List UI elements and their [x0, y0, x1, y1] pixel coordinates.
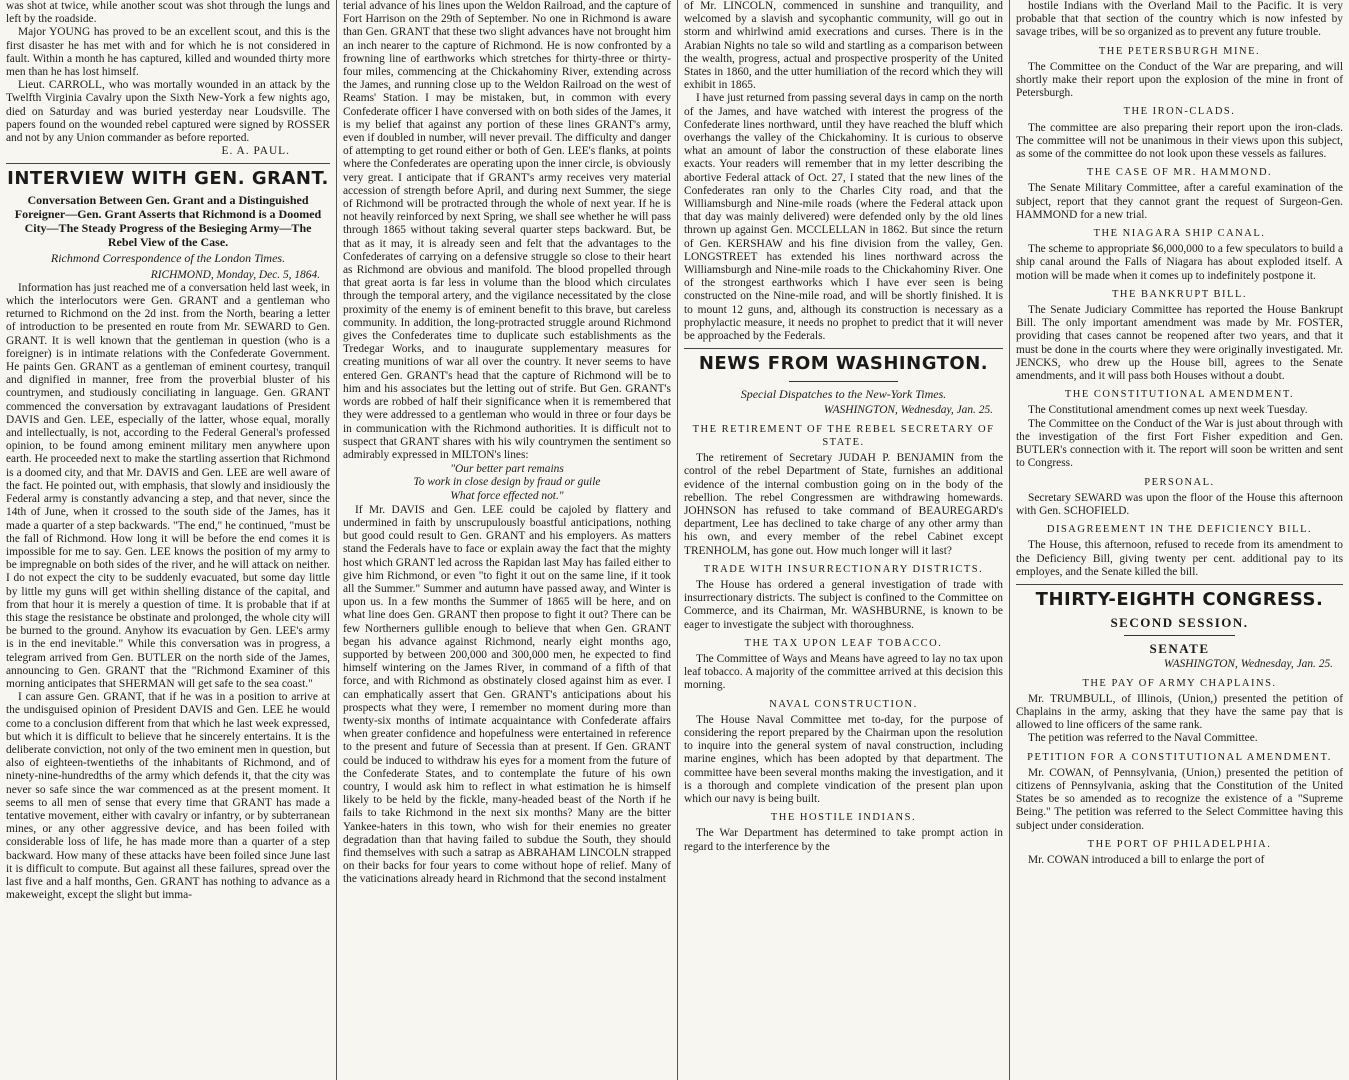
section-head: THE CONSTITUTIONAL AMENDMENT.	[1064, 389, 1295, 401]
paragraph: hostile Indians with the Overland Mail to the Pacific. It is very probable that that section of the country which is now infested by savage tribes, will be so organized as to prevent any future trouble.	[1016, 0, 1343, 39]
section-head: TRADE WITH INSURRECTIONARY DISTRICTS.	[703, 563, 984, 575]
paragraph: Lieut. CARROLL, who was mortally wounded in an attack by the Twelfth Virginia Cavalry upon the Sixth New-York a few nights ago, died on Saturday and was buried yesterday near Loudsville. The papers found on the wounded rebel captured were signed by ROSSER and not by any Union commander as before reported.	[6, 79, 330, 145]
section-head: NAVAL CONSTRUCTION.	[769, 698, 918, 710]
paragraph: The Constitutional amendment comes up next week Tuesday.	[1028, 404, 1308, 417]
column-4	[1010, 0, 1349, 1080]
signature: E. A. PAUL.	[221, 145, 290, 158]
paragraph: was shot at twice, while another scout was shot through the lungs and left by the roadside.	[6, 0, 330, 26]
correspondence-line: Richmond Correspondence of the London Times.	[50, 251, 286, 266]
section-head: THE PETERSBURGH MINE.	[1098, 45, 1261, 57]
paragraph: The retirement of Secretary JUDAH P. BENJAMIN from the control of the rebel Department of State, furnishes an additional evidence of the internal combustion going on in the body of the rebellion. The rebel Congressmen are withdrawing homewards. JOHNSON has refused to take command of BEAUREGARD's department, Lee has declined to take charge of any other army than his own, and every member of the rebel Cabinet except TRENHOLM, has gone out. How much longer will it last?	[684, 452, 1003, 557]
column-3	[678, 0, 1009, 1080]
dateline: RICHMOND, Monday, Dec. 5, 1864.	[150, 268, 320, 281]
paragraph: The Senate Military Committee, after a careful examination of the subject, report that they cannot grant the request of Surgeon-Gen. HAMMOND for a new trial.	[1016, 182, 1343, 221]
paragraph: of Mr. LINCOLN, commenced in sunshine and tranquility, and welcomed by a slavish and sycophantic community, will go out in storm and whirlwind amid execrations and curses. There is in the Arabian Nights no tale so wild and startling as a comparison between the wealth, progress, actual and prospective prosperity of the United States in 1860, and the utter humiliation of the record which they will exhibit in 1865.	[684, 0, 1003, 92]
senate-head: SENATE	[1149, 641, 1210, 657]
paragraph: The Committee on the Conduct of the War are preparing, and will shortly make their report upon the explosion of the mine in front of Petersburgh.	[1016, 60, 1343, 100]
divider	[1016, 584, 1343, 585]
divider	[1124, 635, 1235, 636]
deck: Conversation Between Gen. Grant and a Distinguished Foreigner—Gen. Grant Asserts that Richmond is a Doomed City—The Steady Progress of the Besieging Army—The Rebel View of the Case.	[14, 193, 322, 250]
session-head: SECOND SESSION.	[1110, 614, 1249, 630]
section-head: PETITION FOR A CONSTITUTIONAL AMENDMENT.	[1027, 751, 1332, 763]
paragraph: The Committee on the Conduct of the War is just about through with the investigation of the first Fort Fisher expedition and Gen. BUTLER's connection with it. The report will soon be written and sent to Congress.	[1016, 417, 1343, 470]
section-head: THE CASE OF MR. HAMMOND.	[1086, 167, 1273, 179]
paragraph: The scheme to appropriate $6,000,000 to a few speculators to build a ship canal around the Falls of Niagara has about exploded itself. A motion will be made when it comes up to indefinitely postpone it.	[1016, 243, 1343, 282]
section-head: THE RETIREMENT OF THE REBEL SECRETARY OF STATE.	[692, 423, 995, 448]
paragraph: The House has ordered a general investigation of trade with insurrectionary districts. The subject is confined to the Committee on Commerce, and its Chairman, Mr. WASHBURNE, is known to be eager to investigate the subject with thoroughness.	[684, 578, 1003, 631]
section-head: DISAGREEMENT IN THE DEFICIENCY BILL.	[1046, 524, 1313, 536]
paragraph: The House Naval Committee met to-day, for the purpose of considering the report prepared by the Chairman upon the resolution to inquire into the general system of naval construction, including marine engines, which has been adopted by that department. The committee have been several months making the investigation, and it is a thorough and complete vindication of the present plan upon which our navy is being built.	[684, 713, 1003, 805]
section-head: THE BANKRUPT BILL.	[1111, 288, 1247, 300]
section-head: THE IRON-CLADS.	[1123, 106, 1236, 118]
divider	[789, 381, 897, 382]
verse-quote	[343, 463, 671, 503]
paragraph: The Senate Judiciary Committee has reported the House Bankrupt Bill. The only important amendment was made by Mr. FOSTER, providing that cases cannot be reopened after two years, and that it must be done in the courts where they were originally investigated. Mr. JENCKS, who drew up the House bill, agrees to the Senate amendments, and it will pass both Houses without a doubt.	[1016, 304, 1343, 383]
special-dispatches-line: Special Dispatches to the New-York Times.	[740, 387, 947, 402]
paragraph: terial advance of his lines upon the Weldon Railroad, and the capture of Fort Harrison on the 29th of September. No one in Richmond is aware than Gen. GRANT that these two slight advances have not brought him an inch nearer to the capture of Richmond. He is now confronted by a frowning line of earthworks which stretches for thirty-three or thirty-four miles, commencing at the Chickahominy River, extending across the James, and running close up to the Weldon Railroad on the west of Reams' Station. I may be mistaken, but, in common with every Confederate officer I have conversed with on both sides of the James, it is my belief that against any portion of these lines GRANT's army, even if doubled in number, will never prevail. The difficulty and danger of attempting to get round either or both of Gen. LEE's flanks, at points where the Confederates are operating upon the inner circle, is obviously very great. I anticipate that if GRANT's army receives very material accession of strength before April, and during next Summer, the siege of Richmond will be protracted through the whole of next year. If he is not heavily reinforced by next Spring, we shall see whether he will pass through 1865 without taking several quarter steps backward. But, be that as it may, it is already seen and felt that the advantages to the Confederates of carrying on a defensive struggle so close to their heart as Richmond are obvious and manifold. The blood propelled through that great aorta is far less in volume than the blood which circulates through the temporal artery, and the vigilance necessitated by the close proximity of the enemy is of eminent benefit to this brave, but careless community. In addition, the long-protracted struggle around Richmond gives the Confederates time to duplicate such establishments as the Tredegar Works, and to inaugurate supplementary measures for creating munitions of war all over the country. It never seems to have entered Gen. GRANT's head that the capture of Richmond will be to him and his associates but the letting out of strife. But Gen. GRANT's words are robbed of half their significance when it is remembered that they were addressed to a gentleman who would in three or four days be in communication with the Richmond authorities. It is difficult not to suspect that GRANT shares with his wily countrymen the sentiment so admirably expressed in MILTON's lines:	[343, 0, 671, 461]
paragraph: Mr. TRUMBULL, of Illinois, (Union,) presented the petition of Chaplains in the army, asking that they have the same pay that is allowed to line officers of the same rank.	[1016, 692, 1343, 732]
paragraph: The War Department has determined to take prompt action in regard to the interference by the	[684, 827, 1003, 853]
paragraph: Secretary SEWARD was upon the floor of the House this afternoon with Gen. SCHOFIELD.	[1016, 491, 1343, 517]
column-2	[337, 0, 677, 1080]
paragraph: Mr. COWAN introduced a bill to enlarge the port of	[1028, 853, 1265, 866]
verse-line: "Our better part remains	[450, 463, 564, 476]
paragraph: The House, this afternoon, refused to recede from its amendment to the Deficiency Bill, giving twenty per cent. additional pay to its employes, and the Senate killed the bill.	[1016, 539, 1343, 578]
headline-washington: NEWS FROM WASHINGTON.	[698, 353, 989, 375]
paragraph: Information has just reached me of a conversation held last week, in which the interlocutors were Gen. GRANT and a gentleman who returned to Richmond on the 2d inst. from the North, bearing a letter of introduction to be presented en route from Mr. SEWARD to Gen. GRANT. It is well known that the gentleman in question (who is a foreigner) is in intimate relations with the Confederate Government. He paints Gen. GRANT as a gentleman of eminent courtesy, tranquil and dignified in manner, free from the proverbial bluster of his countrymen, and studiously conciliating in language. Gen. GRANT commenced the conversation by extravagant laudations of President DAVIS and Gen. LEE, especially of the latter, whose equal, morally and intellectually, is not, according to the Federal General's professed opinion, to be found among eminent military men anywhere upon earth. He proceeded next to make the startling assertion that Richmond is a doomed city, and that Mr. DAVIS and Gen. LEE are well aware of the fact. He pointed out, with emphasis, that slowly and insidiously the Federal army is constantly advancing a step, and that never, since the 14th of June, when it crossed to the south side of the James, has it made a quarter of a step backwards. "The end," he continued, "must be the fall of Richmond. How long it will be before the end comes it is impossible for me to say. Gen. LEE knows the position of my army to be impregnable on both sides of the river, and he will attack on neither. I do not expect the city to be suddenly evacuated, but some day little by little my guns will get within shelling distance of the capital, and from that hour it is merely a question of time. It is probable that if at this stage the resistance be obstinate and prolonged, the whole city will be burned to the ground. Anyhow its evacuation by Gen. LEE's army is in the end inevitable." While this conversation was in progress, a telegram arrived from Gen. BUTLER on the north side of the James, announcing to Gen. GRANT that the "Richmond Examiner of this morning anticipates that SHERMAN will get safe to the sea coast."	[6, 281, 330, 690]
divider	[6, 163, 330, 164]
headline-congress: THIRTY-EIGHTH CONGRESS.	[1035, 588, 1324, 610]
column-1	[0, 0, 336, 1080]
paragraph: Major YOUNG has proved to be an excellent scout, and this is the first disaster he has met with and for which he is not considered in fault. Within a month he has captured, killed and wounded thirty more men than he has lost himself.	[6, 26, 330, 79]
divider	[684, 348, 1003, 349]
section-head: PERSONAL.	[1144, 476, 1215, 488]
paragraph: The Committee of Ways and Means have agreed to lay no tax upon leaf tobacco. A majority of the committee arrived at this decision this morning.	[684, 652, 1003, 692]
section-head: THE HOSTILE INDIANS.	[770, 812, 917, 824]
paragraph: If Mr. DAVIS and Gen. LEE could be cajoled by flattery and undermined in faith by unscrupulously boastful anticipations, nothing but good could result to Gen. GRANT and his employers. As matters stand the Federals have to face or explain away the fact that the mighty host which GRANT led across the Rapidan last May has failed either to give him Richmond, or even "to fight it out on the same line, if it took all the Summer." Summer and autumn have passed away, and Winter is upon us. In a few months the Summer of 1865 will be here, and on what line does Gen. GRANT then propose to fight it out? There can be few Northerners gullible enough to believe that when Gen. GRANT began his advance against Richmond, nearly eight months ago, supported by between 200,000 and 300,000 men, he expected to find himself wintering on the James River, in command of a fifth of that force, and with Richmond as obstinately closed against him as ever. I can emphatically assert that Gen. GRANT's anticipations about his prospects what they were, I remember no moment during more than twenty-six months of intimate acquaintance with Confederate affairs when greater confidence and hopefulness were entertained in reference to the present and future of Secessia than at present. If Gen. GRANT could be induced to withdraw his eyes for a moment from the future of the Confederate States, and to contemplate the future of his own country, I would ask him to reflect in what estimation he is himself likely to be held by the fickle, many-headed beast of the North if he fails to take Richmond in the next six months? Many are the bitter Yankee-haters in this town, who wish for their enemies no greater degradation than that having failed to subdue the South, they should find themselves with such a satrap as ABRAHAM LINCOLN strapped on their backs for four years to come without hope of relief. Many of the vaticinations already heard in Richmond that the second instalment	[343, 503, 671, 886]
paragraph: The committee are also preparing their report upon the iron-clads. The committee will not be unanimous in their views upon this subject, as some of the committee do not look upon these vessels as failures.	[1016, 121, 1343, 161]
dateline: WASHINGTON, Wednesday, Jan. 25.	[1163, 658, 1333, 671]
headline-interview: INTERVIEW WITH GEN. GRANT.	[7, 168, 329, 190]
dateline: WASHINGTON, Wednesday, Jan. 25.	[823, 404, 993, 417]
section-head: THE PORT OF PHILADELPHIA.	[1087, 838, 1272, 850]
paragraph: Mr. COWAN, of Pennsylvania, (Union,) presented the petition of citizens of Pennsylvania, asking that the Constitution of the United States be so amended as to recognize the existence of a "Supreme Being." The petition was referred to the Select Committee having this subject under consideration.	[1016, 766, 1343, 832]
section-head: THE PAY OF ARMY CHAPLAINS.	[1082, 677, 1277, 689]
section-head: THE TAX UPON LEAF TOBACCO.	[744, 637, 943, 649]
section-head: THE NIAGARA SHIP CANAL.	[1093, 228, 1266, 240]
verse-line: What force effected not."	[450, 489, 564, 502]
paragraph: I have just returned from passing several days in camp on the north of the James, and have watched with interest the progress of the Confederate lines northward, until they have reached the bluff which overhangs the valley of the Chickahominy. It is curious to observe what an amount of labor the construction of these elaborate lines exacts. Your readers will remember that in my letter describing the abortive Federal attack of Oct. 27, I stated that the new lines of the Confederates ran only to the Charles City road, and that the Williamsburgh and Nine-mile roads (where the Federal attack upon that day was mainly delivered) were defended only by the old lines thrown up against Gen. MCCLELLAN in 1862. But since the return of Gen. KERSHAW and his fine division from the valley, Gen. LONGSTREET has extended his lines northward across the Williamsburgh and Nine-mile roads to the Chickahominy River. One of the strongest earthworks which I have ever seen is being constructed on the Nine-mile road, and will be shortly finished. It is to mount 12 guns, and, although its construction is necessary as a prophylactic measure, it needs no prophet to predict that it will never be approached by the Federals.	[684, 92, 1003, 343]
verse-line: To work in close design by fraud or guile	[413, 476, 601, 489]
paragraph: The petition was referred to the Naval Committee.	[1028, 732, 1258, 745]
paragraph: I can assure Gen. GRANT, that if he was in a position to arrive at the undisguised opinion of President DAVIS and Gen. LEE he would come to a conclusion different from that which he last week expressed, but which it is difficult to believe that he sincerely entertains. It is the deliberate conviction, not only of the two eminent men in question, but also of eighteen-twentieths of the inhabitants of Richmond, and of ninety-nine-hundredths of the army which defends it, that the city was never so safe since the war commenced as at the present moment. It seems to all men of sense that every time that GRANT has made a tentative movement, either with cavalry or infantry, or by subterranean mines, or any other aggressive device, and has been foiled with considerable loss of life, he has made more than a quarter of a step backward. How many of these attacks have been foiled since June last it is difficult to compute. But against all these failures, spread over the last five and a half months, Gen. GRANT has nothing to advance as a makeweight, except the slight but imma-	[6, 691, 330, 902]
